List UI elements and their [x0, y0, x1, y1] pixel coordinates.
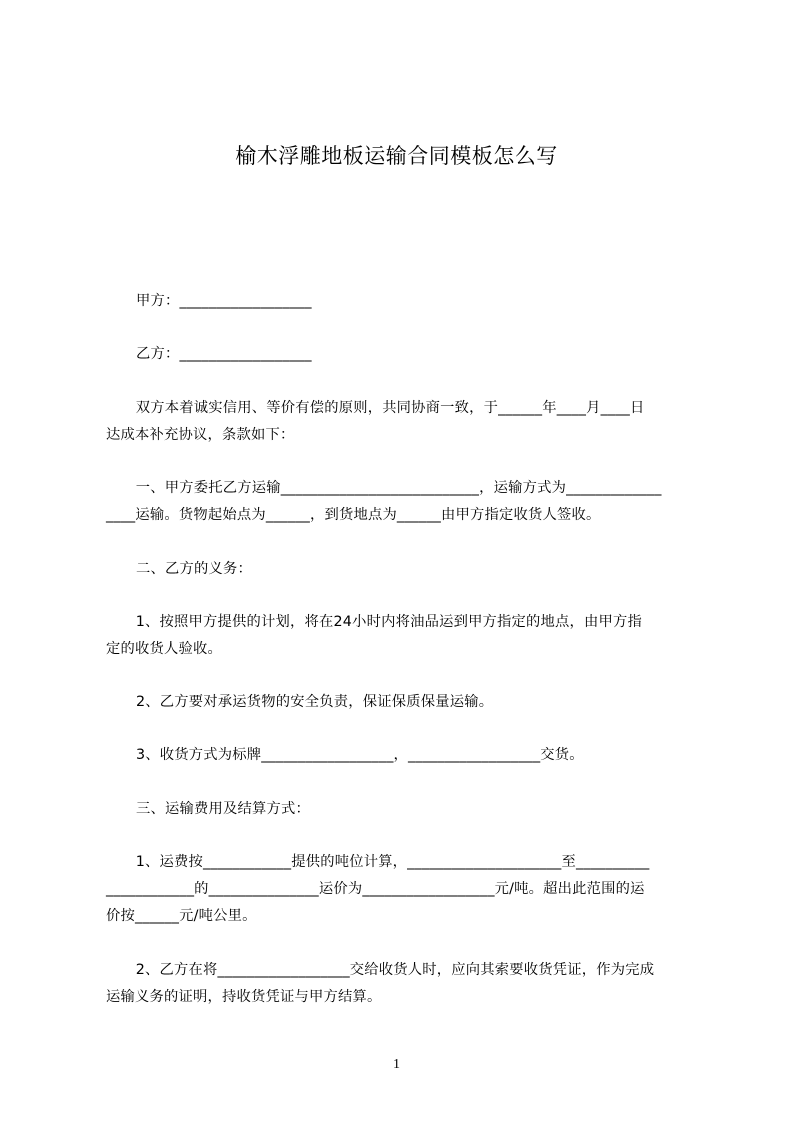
duty-3-line: 3、收货方式为标牌__________________，__________________交货。 — [136, 747, 584, 763]
fee-1-line-3: 价按______元/吨公里。 — [106, 908, 257, 924]
clause-1-line-2: ____运输。货物起始点为______，到货地点为______由甲方指定收货人签收。 — [106, 507, 601, 523]
party-b-line: 乙方：__________________ — [136, 346, 312, 362]
party-a-line: 甲方：__________________ — [136, 293, 312, 309]
fee-2-line-1: 2、乙方在将__________________交给收货人时，应向其索要收货凭证，作为完成 — [131, 962, 655, 978]
preamble-line-1: 双方本着诚实信用、等价有偿的原则，共同协商一致，于______年____月____日 — [131, 400, 645, 416]
preamble-line-2: 达成本补充协议，条款如下： — [106, 427, 295, 443]
clause-1-line-1: 一、甲方委托乙方运输___________________________，运输方式为_____________ — [131, 480, 662, 496]
duty-2-line: 2、乙方要对承运货物的安全负责，保证保质保量运输。 — [136, 694, 494, 710]
duty-1-line-1: 1、按照甲方提供的计划，将在24小时内将油品运到甲方指定的地点，由甲方指 — [131, 614, 643, 630]
duty-1-line-2: 定的收货人验收。 — [106, 641, 222, 657]
fee-2-line-2: 运输义务的证明，持收货凭证与甲方结算。 — [106, 989, 382, 1005]
document-title: 榆木浮雕地板运输合同模板怎么写 — [235, 144, 558, 168]
section-3-heading: 三、运输费用及结算方式： — [136, 801, 310, 817]
section-2-heading: 二、乙方的义务： — [136, 561, 252, 577]
page-number: 1 — [393, 1057, 400, 1072]
fee-1-line-1: 1、运费按____________提供的吨位计算，_____________________至__________ — [131, 854, 650, 870]
fee-1-line-2: ____________的_______________运价为__________________元/吨。超出此范围的运 — [106, 881, 645, 897]
